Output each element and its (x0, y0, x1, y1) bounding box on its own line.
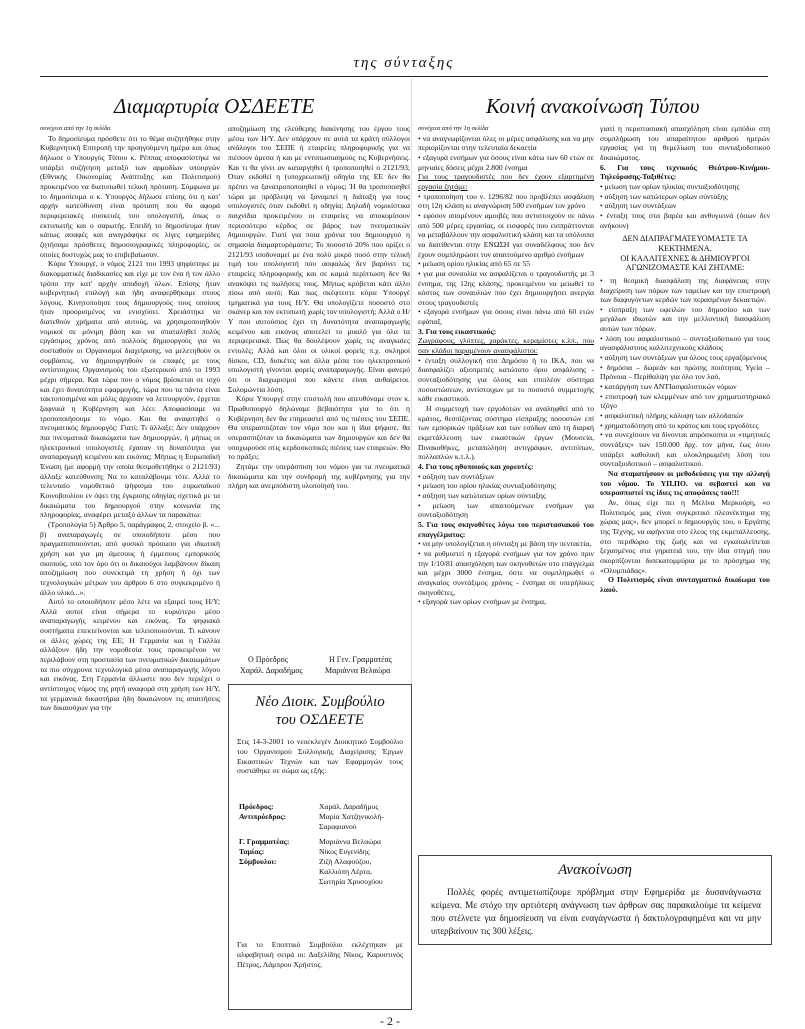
member-name: Καλλιόπη Λέρτα, (319, 866, 372, 876)
subheading: 4. Για τους ηθοποιούς και χορευτές: (418, 461, 534, 471)
list-item: • λύση του ασφαλιστικού – συνταξιοδοτικού για τους ανασφάλιστους καλλιτεχνικούς κλάδους (600, 333, 770, 353)
left-article-title: Διαμαρτυρία ΟΣΔΕΕΤΕ (114, 94, 315, 118)
page-number: - 2 - (380, 1014, 400, 1028)
paragraph: Η συμμετοχή των εργοδοτών να αναληφθεί από το κράτος, θεσπίζοντας σύστημα είσπραξης ποσοστών επί των εμπορικών πράξεων και των εσόδων από τη διαρκή εκμετάλλευση των εικαστικών έργων (Μουσεία, Πινακοθήκες, μεταπώληση αντιγράφων, αντιτύπων, πολλαπλών κ.τ.λ.). (418, 404, 594, 462)
list-item: • αύξηση των κατώτατων ορίων σύνταξης (418, 490, 546, 500)
board-box-title (229, 693, 411, 729)
paragraph: Αν, όπως είχε πει η Μελίνα Μερκούρη, «ο Πολιτισμός μας είναι συγκριτικό πλεονέκτημα της χώρας μας», δεν μπορεί ο δημιουργός του, ο Εργάτης της Τέχνης, να αφήνεται στο έλεος της εκμετάλλευσης, στο περιθώριο της ζωής και να εγκαταλείπεται ξεχασμένος στα γηρατειά του, την ίδια στιγμή που σκορπίζονται δισεκατομμύρια με το πρόσχημα της «Ολυμπιάδας». (600, 497, 770, 575)
board-box-body: Στις 14-3-2001 το νεοεκλεγέν Διοικητικό Συμβούλιο του Οργανισμού Συλλογικής Διαχείρισης Έργων Εικαστικών Τεχνών και των Εφαρμογών τους συστάθηκε σε σώμα ως εξής: (237, 737, 403, 776)
list-item: • μείωση των απαιτούμενων ενσήμων για συνταξιοδότηση (418, 500, 594, 520)
member-role: Αντιπρόεδρος: (239, 811, 286, 821)
list-item: • να ρυθμιστεί η εξαγορά ενσήμων για τον χρόνο πριν την 1/10/81 απασχόληση των σκηνοθετών στο επάγγελμα και μέχρι 3000 ένσημα, όστε να συμπληρωθεί ο αναγκαίος συντάξιμος χρόνος - ένσημα σε υπερήλικες σκηνοθέτες, (418, 548, 594, 597)
list-item: • να συνεχίσουν να δίνονται απρόσκοπτα οι «τιμητικές συντάξεις» των 150.000 δρχ. τον μήνα, έως ότου υπάρξει καθολική και ολοκληρωμένη λύση του συνταξιοδοτικού – ασφαλιστικού. (600, 430, 770, 469)
signature-role: Η Γεν. Γραμματέας (329, 655, 392, 664)
board-member-row (239, 812, 401, 822)
list-item: • να αναγνωρίζονται όλες οι μέρες ασφάλισης και να μην περιορίζονται στην τελευταία δεκαετία (418, 133, 594, 153)
announcement-title: Ανακοίνωση (558, 862, 632, 878)
list-item: • δημόσια – δωρεάν και πρώτης ποιότητας Υγεία – Πρόνοια – Περίθαλψη για όλο τον λαό, (600, 362, 770, 382)
paragraph: Αυτό το οποιοδήποτε μέσο λέτε να εξαιρεί τους Η/Υ; Αλλά αυτοί είναι σήμερα το κυριότερο μέσο αναπαραγωγής κειμένου και εικόνας. Τα ψηφιακά συστήματα επεκτείνονται και τελειοποιούνται. Τι κάνουν οι άλλες χώρες της ΕΕ; Η Γερμανία και η Γαλλία αλλάζουν ήδη την νομοθεσία τους προκειμένου να περιλάβουν στη προστασία των πνευματικών δικαιωμάτων τα πιο σύγχρονα τεχνολογικά μέσα αναπαραγωγής λόγου και εικόνας. Στη Γερμανία άλλωστε που δεν περιέχει ο αντίστοιχος νόμος της ρητή αναφορά στη χρήση των Η/Υ, τα γερμανικά δικαστήρια ήδη δικαιώνουν τις απαιτήσεις των δικαιούχων για την (40, 597, 220, 713)
subheading: 5. Για τους σκηνοθέτες λόγω του περιστασιακού του επαγγέλματος: (418, 519, 594, 539)
list-item: • εξαγορά των ορίων ενσήμων με ένσημα, (418, 597, 546, 607)
subheading: 3. Για τους εικαστικούς: (418, 326, 497, 336)
list-item: • ασφαλιστική πλήρης κάλυψη των αλλοδαπών (600, 411, 744, 421)
list-item: • τροποποίηση του ν. 1296/82 που προβλέπει ασφάλιση στη 12η κλάση κι αναγνώριση 500 ενσήμων τον χρόνο (418, 191, 594, 211)
board-member-row (239, 847, 401, 857)
list-item: • εφόσον απομένουν αμοιβές που αντιστοιχούν σε πάνω από 500 μέρες εργασίας, οι εισφορές που εισπράττονται να μεταβάλλουν την ασφαλιστική κλάση και τα υπόλοιπα να διατίθενται στην ΕΝΩΣΗ για συναδέλφους που δεν έχουν συμπληρώσει τον απαιτούμενο αριθμό ενσήμων (418, 210, 594, 259)
demand-heading: ΟΙ ΚΑΛΛΙΤΕΧΝΕΣ & ΔΗΜΙΟΥΡΓΟΙ ΑΓΩΝΙΖΟΜΑΣΤΕ ΚΑΙ ΖΗΤΑΜΕ: (620, 253, 750, 273)
paragraph: (Τροπολογία 5) Άρθρο 5, παράγραφος 2, στοιχείο β. «... β) αναπαραγωγές σε οποιοδήποτε μέσο που πραγματοποιούνται, από φυσικό πρόσωπο για ιδιωτική χρήση και για μη άμεσους ή έμμεσους εμπορικούς σκοπούς, υπό τον όρο ότι οι δικαιούχοι λαμβάνουν δίκαιη αποζημίωση που συνεκτιμά τη χρήση ή όχι των τεχνολογικών μέτρων του άρθρου 6 στο συγκεκριμένο ή άλλο υλικό...». (40, 519, 220, 597)
list-item: • τη θεσμική διασφάλιση της διαφάνειας στην διαχείριση των πόρων των ταμείων και την επιστροφή των διαφυγόντων κερδών των περασμένων δεκαετιών. (600, 275, 770, 305)
signature-secretary (325, 654, 392, 676)
list-item: • εξαγορά ενσήμων για όσους είναι πάνω από 60 ετών εφάπαξ. (418, 307, 594, 327)
signature-name: Μαριάννα Βελαώρα (325, 666, 391, 675)
member-name: Σωτηρία Χρυσοχόου (319, 876, 383, 886)
paragraph: Το δημοσίευμα πρόσθετε ότι το θέμα συζητήθηκε στην Κυβερνητική Επιτροπή την προηγούμενη ημέρα και όπως δήλωσε ο Υπουργός Τύπου κ. Ρέππας αποφασίστηκε να υπάρξει συζήτηση μεταξύ των αρμοδίων υπουργών (Εθνικής Οικονομίας Ανάπτυξης και Πολιτισμού) προκειμένου να διατυπωθεί τελική πρόταση. Σύμφωνα με το δημοσίευμα ο κ. Υπουργός δήλωσε επίσης ότι η κατ' αρχήν κατεύθυνση είναι πρόταση που θα αφορά περιφερειακές συσκευές του υπολογιστή, όπως ο εκτυπωτής και ο σαρωτής. Επειδή το δημοσίευμα ήταν κάπως ασαφές και αναγράφηκε σε λίγες εφημερίδες ζητήσαμε πρόσθετες δημοσιογραφικές πληροφορίες, οι οποίες δυστυχώς μας το επιβεβαίωσαν. (40, 133, 220, 259)
member-name: Ζιζή Αλαφούζου, (319, 856, 372, 866)
member-name: Νίκος Ευγενίδης (319, 847, 370, 857)
header-rule (40, 76, 768, 77)
continued-note: συνέχεια από την 1η σελίδα (40, 125, 111, 132)
left-article-col1 (40, 124, 220, 1008)
right-article-col4 (600, 124, 770, 850)
board-box (228, 684, 412, 1010)
list-item: • αύξηση των συντάξεων (600, 201, 677, 211)
board-member-row (239, 867, 401, 877)
left-article-col2 (228, 124, 410, 648)
subheading: Για τους τραγουδιστές που δεν έχουν εξαρτημένη εργασία ζητάμε: (418, 172, 594, 191)
board-title-line: Νέο Διοικ. Συμβούλιο (255, 694, 385, 710)
list-item: • μείωση ορίου ηλικίας από 65 σε 55 (418, 259, 531, 269)
signature-president (240, 654, 303, 676)
list-item: • είσπραξη των οφειλών του δημοσίου και των μεγάλων ιδιωτών και την μελλοντική διασφάλιση αυτών των πόρων. (600, 304, 770, 334)
paragraph: Κύριε Υπουργέ, ο νόμος 2121 του 1993 ψηφίστηκε με διακομματικές διαδικασίες και είχε με τον ένα ή τον άλλο τρόπο την κατ' αρχήν αποδοχή όλων. Επίσης ήταν κυβερνητική επιλογή και ήδη αναφερθήκαμε στους λόγους. Κινητοποίησε τους δημιουργούς τους οποίους ήταν προορισμένος να ενισχύσει. Χρειάστηκε να διατεθούν χρήματα από αυτούς, να χρησιμοποιηθούν νομικοί σε μόνιμη βάση και να σπαταληθεί πολύς εργάσιμος χρόνος από πολλούς δημιουργούς για να συσταθούν οι Οργανισμοί διαχείρισης, να μελετηθούν οι συμβάσεις, να δημιουργηθούν οι επαφές με τους αντίστοιχους Οργανισμούς του εξωτερικού από το 1993 μέχρι σήμερα. Και τώρα που ο νόμος βρίσκεται σε ισχύ και έχει δυνατότητα εφαρμογής, τώρα που τα πάντα είναι τακτοποιημένα και μόλις άρχισαν να λειτουργούν, έρχεται ξαφνικά η Κυβέρνηση και λέει: Αποφασίσαμε να τροποποιήσουμε το νόμο. Και θα αναφιτηθεί ο πνευματικός δημιουργός: Γιατί; Τι άλλαξε; Δεν υπάρχουν πια πνευματικά δικαιώματα των δημιουργών, ή μήπως οι ηλεκτρονικοί υπολογιστές έχασαν τη δυνατότητα για αναπαραγωγή κειμένου και εικόνας; Μήπως η Ευρωπαϊκή Ένωση (με αφορμή την οποία θεσμοθετήθηκε ο 2121/93) άλλαξε κατεύθυνση; Να το καταλάβουμε τότε. Αλλά το τελευταίο νομοθετικό ψήφισμα του ευρωπαϊκού Κοινοβουλίου εν όψει της έγκρισης οδηγίας σχετικά με τα δικαιώματα του δημιουργού στην κοινωνία της πληροφορίας, αναφέρει μεταξύ άλλων τα παρακάτω: (40, 259, 220, 520)
member-name: Μαρία Χατζηνικολή- (319, 811, 384, 821)
list-item: • ένταξη συλλογική στο Δημόσιο ή το ΙΚΑ, που να διασφαλίζει αξιοπρεπές κατώτατο όριο ασφάλισης - συνταξιοδότησης για όλους και επιπλέον σύστημα ποσοστώσεων, αντίστοιχων με το ποσοστό συμμετοχής κάθε εικαστικού. (418, 355, 594, 404)
board-box-footer: Για το Εποπτικό Συμβούλιο εκλέχτηκαν με αλφαβητική σειρά οι: Δαξελίδης Νίκος, Καρυστινός Πέτρος, Λάμπρου Χρήστος. (237, 940, 403, 969)
list-item: • μείωση του ορίου ηλικίας συνταξιοδότησης (418, 481, 556, 491)
list-item: • επιστροφή των κλεμμένων από τον χρηματιστηριακό τζόγο (600, 391, 770, 411)
continued-note: συνέχεια από την 1η σελίδα (418, 125, 489, 132)
list-item: • αύξηση των συντάξεων (418, 471, 495, 481)
board-member-row (239, 877, 401, 887)
announcement-body: Πολλές φορές αντιμετωπίζουμε πρόβλημα στην Εφημερίδα με δυσανάγνωστα κείμενα. Με στόχο την αρτιότερη ανάγνωση των άρθρων σας παρακαλούμε τα κείμενα που στέλνετε για δημοσίευση να είναι εναγάγνωστα ή δακτυλογραφημένα και να μην υπερβαίνουν τις 300 λέξεις. (431, 887, 761, 936)
list-item: • να μην υπολογίζεται η σύνταξη με βάση την πενταετία, (418, 539, 592, 549)
subheading: Ζωγράφους, γλύπτες, χαράκτες, κεραμίστες κ.λπ., που σαν κλάδοι παραμένουν ανασφάλιστοι: (418, 336, 594, 356)
right-article-col3 (418, 124, 594, 850)
demand-heading: ΔΕΝ ΔΙΑΠΡΑΓΜΑΤΕΥΟΜΑΣΤΕ ΤΑ ΚΕΚΤΗΜΕΝΑ. (622, 234, 748, 253)
board-member-row (239, 822, 401, 832)
signature-role: Ο Πρόεδρος (248, 655, 288, 664)
paragraph: αποζημίωση της ελεύθερης διακίνησης του έργου τους μέσω των Η/Υ. Δεν υπάρχουν σε αυτά τα κράτη σύλλογοι ανάλογοι του ΣΕΠΕ ή εταιρείες πληροφορικής για να πιέσουν άμεσα ή και με εντυπωσιασμούς τις Κυβερνήσεις. Και τι θα γίνει αν καταργηθεί ή τροποποιηθεί ο 2121/93; Όταν εκδοθεί η (υποχρεωτική) οδηγία της ΕΕ δεν θα πρέπει να ξανατροποποιηθεί ο νόμος; Ή θα τροποποιηθεί τώρα με πρόβλεψη να ξαναμπεί η διάταξη για τους υπολογιστές όταν εκδοθεί η οδηγία; Δηλαδή νομικίστικα παιχνίδια προκειμένου οι εταιρείες να αποκομίσουν περισσότερο κέρδος σε βάρος των πνευματικών δημιουργών. Γιατί για ποια χρόνια του δημιουργού η σημασία διαμαρτυρόμαστε; Το ποσοστό 20% που ορίζει ο 2121/93 ισοδυναμεί με ένα πολύ μικρό ποσό στην τελική τιμή του υπολογιστή που ασφαλώς δεν βαρύνει τις εταιρείες πληροφορικής και σε καμιά περίπτωση δεν θα ανακόψει τις πωλήσεις τους. Μήπως κρύβεται κάτι άλλο πίσω από αυτό; Και πως σκέφτεστε κύριε Υπουργέ τμηματικά για τους Η/Υ. Θα υπολογίζετε ποσοστό στο σκάνερ και τον εκτυπωτή χωρίς τον υπολογιστή; Αλλά ο Η/Υ που αυτούσιος έχει τη δυνατότητα αναπαραγωγής κειμένου και εικόνας αποτελεί το μυαλό για όλα τα περιφερειακά. Πως θα δουλέψουν χωρίς τις αναγκαίες εντολές; Αλλά και όλοι οι υλικοί φορείς π.χ. σκληροί δίσκοι, CD, δισκέτες και άλλα μέσα του ηλεκτρονικού υπολογιστή γίνονται φορείς αναπαραγωγής. Είναι φανερό ότι οι διαχωρισμοί που κάνετε είναι αυθαίρετοι. Σολομώντια λύση. (228, 124, 410, 394)
member-role: Πρόεδρος: (239, 802, 274, 811)
list-item: • για μια συναυλία να ασφαλίζεται ο τραγουδιστής με 3 ένσημα, της 12ης κλάσης, προκειμένου να μειωθεί το κόστος των συναυλιών που έχει δημιουργήσει ανεργία στους τραγουδιστές (418, 268, 594, 307)
list-item: • ένταξη τους στα βαρέα και ανθυγιεινά (όσων δεν ανήκουν) (600, 210, 770, 230)
paragraph: Ο Πολιτισμός είναι συνταγματικό δικαίωμα του λαού. (600, 575, 770, 594)
paragraph: Να σταματήσουν οι μεθοδεύσεις για την αλλαγή του νόμου. Το ΥΠ.ΠΟ. να σεβαστεί και να υπερασπιστεί τις ίδιες τις αποφάσεις του!!! (600, 468, 770, 498)
paragraph: Κύριε Υπουργέ στην επιστολή που απευθύναμε στον κ. Πρωθυπουργό δηλώναμε βεβαιότητα για το ότι η Κυβέρνηση δεν θα επηρεαστεί από τις πιέσεις του ΣΕΠΕ. Θα υπερασπιζόταν τον νόμο που και η ίδια ψήφισε, θα υπερασπιζόταν τα δικαιώματα των δημιουργών και δεν θα υποχωρούσε στις κερδοσκοπικές πιέσεις των εταιρειών. Θα το πράξει; (228, 394, 410, 462)
section-header: της σύνταξης (353, 55, 455, 71)
right-article-title: Κοινή ανακοίνωση Τύπου (486, 94, 700, 118)
member-role: Σύμβουλοι: (239, 856, 277, 866)
signature-name: Χαράλ. Δαραδήμος (240, 666, 303, 675)
member-role: Γ. Γραμματέας: (239, 837, 290, 847)
list-item: • αύξηση των συντάξεων για όλους τους εργαζόμενους (600, 353, 768, 363)
paragraph: Ζητάμε την υπεράσπιση του νόμου για τα πνευματικά δικαιώματα και την συνδρομή της κυβέρνησης για την πλήρη και ανεμπόδιστη υλοποίησή του. (228, 461, 410, 491)
list-item: • χρηματοδότηση από το κράτος και τους εργοδότες (600, 420, 759, 430)
board-member-row (239, 802, 401, 812)
member-name: Μαριάννα Βελαώρα (319, 837, 381, 847)
list-item: • αύξηση των κατώτερων ορίων σύνταξης (600, 191, 728, 201)
member-name: Χαράλ. Δαραδήμος (319, 802, 379, 811)
announcement-box (418, 855, 772, 945)
list-item: • κατάργηση των ΑΝΤΙασφαλιστικών νόμων (600, 382, 737, 392)
board-member-row (239, 857, 401, 867)
list-item: • εξαγορά ενσήμων για όσους είναι κάτω των 60 ετών σε μηνιαίες δόσεις μέχρι 2.800 ένσημα (418, 152, 594, 172)
member-role: Ταμίας: (239, 847, 265, 857)
paragraph: γιατί η περιστασιακή απασχόληση είναι εμπόδιο στη συμπλήρωση του απαραίτητου αριθμού ημερών εργασίας για τη θεμελίωση του συνταξιοδοτικού δικαιώματος. (600, 124, 770, 162)
board-members-table (239, 802, 401, 886)
board-member-row (239, 831, 401, 847)
list-item: • μείωση των ορίων ηλικίας συνταξιοδότησης (600, 181, 740, 191)
subheading: 6. Για τους τεχνικούς Θεάτρου-Κινήμου-Τηλεόρασης-Ταξιθέτες: (600, 162, 770, 182)
member-name: Σαραφιανού (319, 821, 357, 831)
board-title-line: του ΟΣΔΕΕΤΕ (276, 712, 364, 728)
